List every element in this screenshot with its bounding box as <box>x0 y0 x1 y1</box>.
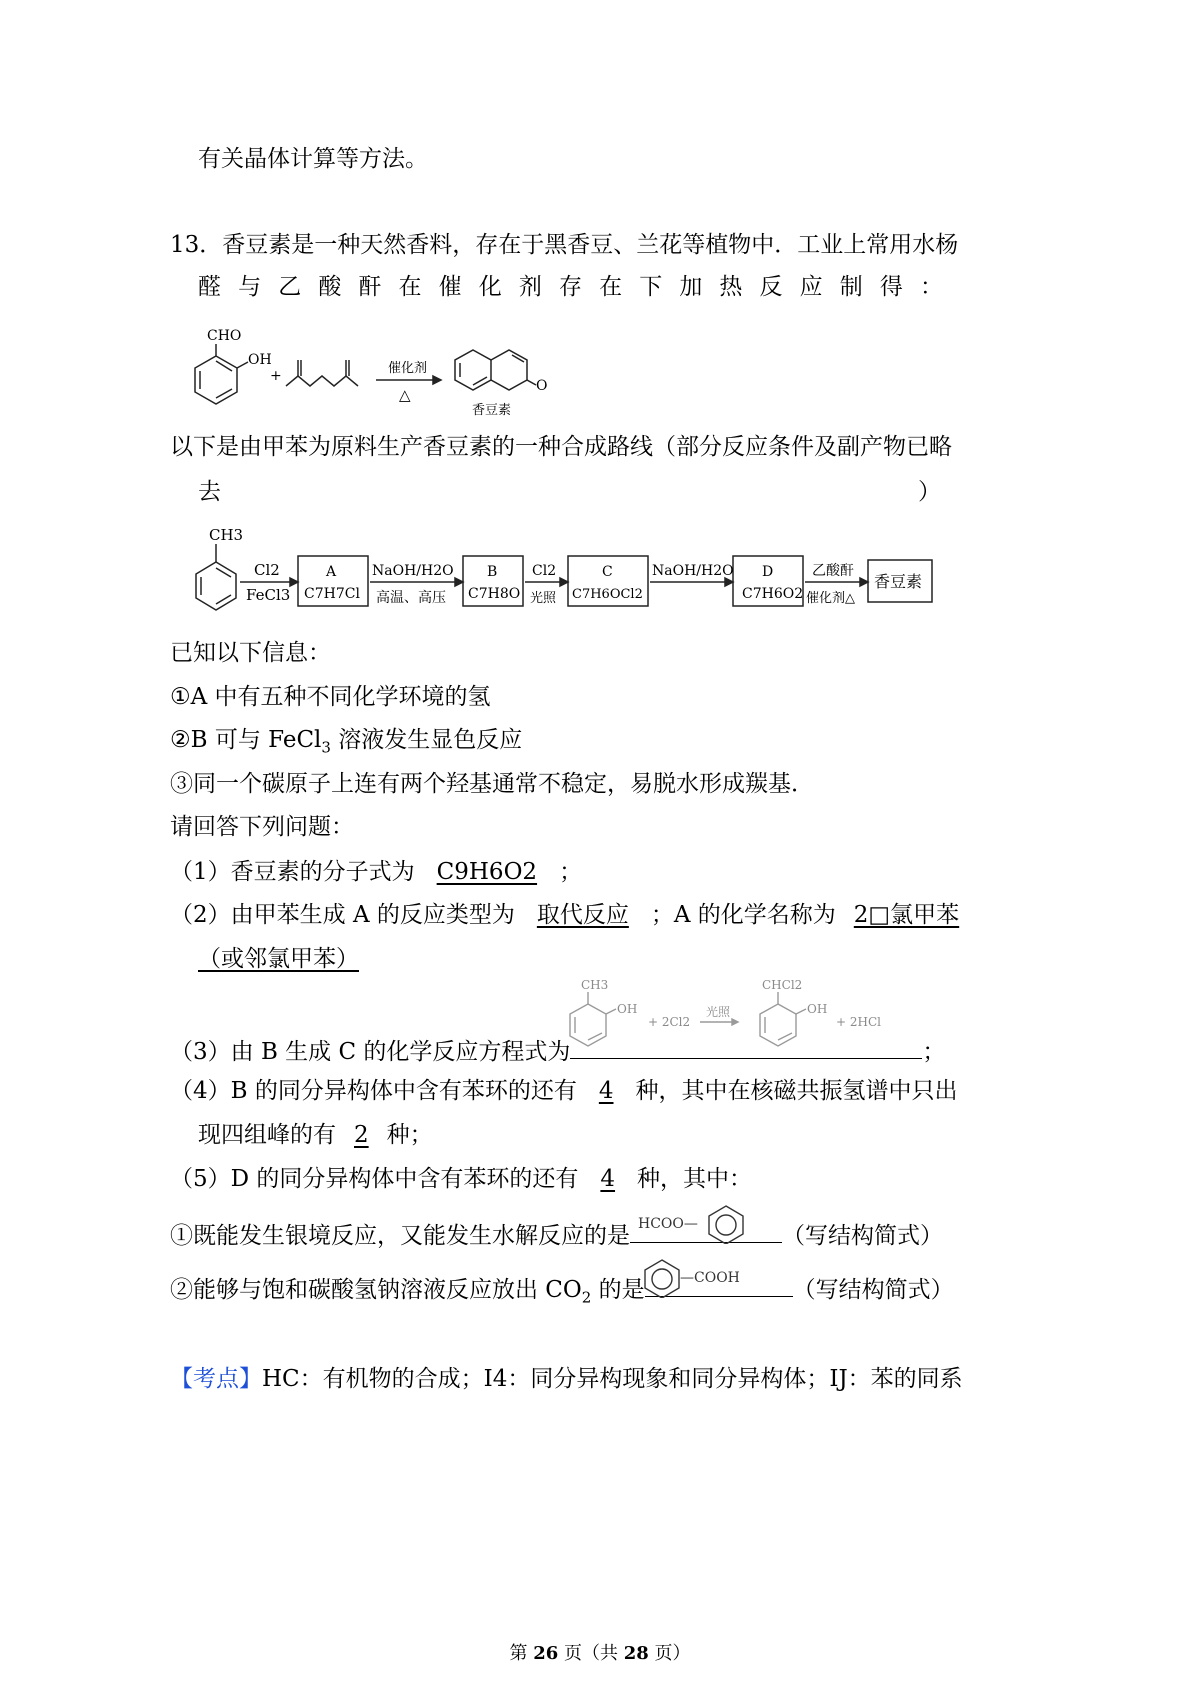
route-intro-line-2: 去 <box>198 479 221 505</box>
box-B-label: B <box>487 564 498 580</box>
sub-question-5-2: ②能够与饱和碳酸氢钠溶液反应放出 $CO_2$ 的是 （写结构简式） <box>170 1268 954 1315</box>
heat-label: △ <box>399 386 411 404</box>
info-item-2: ②B 可与 FeCl$_3$ 溶液发生显色反应 <box>170 727 523 757</box>
box-C-label: C <box>602 564 613 580</box>
question-13-line-2: 醛 与 乙 酸 酐 在 催 化 剂 存 在 下 加 热 反 应 制 得 ： <box>198 274 943 300</box>
answer-2-type: 取代反应 <box>536 902 629 928</box>
eq3-oh: OH <box>617 1002 638 1016</box>
sub-question-2-line-2 <box>198 942 381 976</box>
svg-text:—COOH: —COOH <box>680 1270 740 1286</box>
benzene-ring-left <box>195 356 237 404</box>
eq3-byproduct: + 2HCl <box>836 1015 881 1029</box>
carbonyl-o-label: O <box>536 378 548 394</box>
answer-5-count: 4 <box>600 1166 616 1192</box>
current-page: 26 <box>533 1643 559 1664</box>
answer-1: C9H6O2 <box>436 859 538 885</box>
box-C-formula: C7H6OCl2 <box>572 587 643 602</box>
box-D-formula: C7H6O2 <box>742 586 804 602</box>
answer-2-name-alt: （或邻氯甲苯） <box>198 946 359 972</box>
sub-question-4: （4）B 的同分异构体中含有苯环的还有 4 种，其中在核磁共振氢谱中只出 <box>170 1078 958 1104</box>
answer-4-count: 4 <box>598 1078 614 1104</box>
equation-3-image <box>560 978 910 1058</box>
answer-5-1-structure <box>636 1198 756 1244</box>
route-intro-line-1: 以下是由甲苯为原料生产香豆素的一种合成路线（部分反应条件及副产物已略 <box>170 434 952 460</box>
total-pages: 28 <box>623 1643 649 1664</box>
reagent-naoh-1: NaOH/H2O <box>372 563 454 579</box>
knowledge-points: 【考点】HC：有机物的合成；I4：同分异构现象和同分异构体；IJ：苯的同系 <box>170 1366 963 1392</box>
sub-question-5-1: ①既能发生银境反应，又能发生水解反应的是 （写结构简式） <box>170 1214 943 1253</box>
known-info-heading: 已知以下信息： <box>170 640 331 666</box>
eq3-reagent: + 2Cl2 <box>648 1015 691 1029</box>
reagent-acetic-anhydride: 乙酸酐 <box>812 563 854 579</box>
sub-question-1: （1）香豆素的分子式为 C9H6O2 ； <box>170 859 583 885</box>
answer-5-2-structure <box>640 1252 760 1298</box>
box-coumarin-label: 香豆素 <box>874 572 923 591</box>
answer-2-name: 2□氯甲苯 <box>853 902 960 928</box>
info-item-3: ③同一个碳原子上连有两个羟基通常不稳定，易脱水形成羰基． <box>170 771 814 797</box>
reagent-fecl3: FeCl3 <box>246 586 291 604</box>
question-13-line-1: 13．香豆素是一种天然香料，存在于黑香豆、兰花等植物中．工业上常用水杨 <box>170 232 959 258</box>
reagent-cl2-2: Cl2 <box>532 563 557 579</box>
text-line-top: 有关晶体计算等方法。 <box>198 146 428 172</box>
coumarin-label: 香豆素 <box>472 403 512 418</box>
condition-catalyst-heat: 催化剂△ <box>806 591 855 606</box>
box-B-formula: C7H8O <box>468 586 521 602</box>
questions-heading: 请回答下列问题： <box>170 814 354 840</box>
acetic-anhydride-skeleton <box>286 376 358 386</box>
knowledge-points-tag: 【考点】 <box>170 1366 262 1392</box>
condition-light: 光照 <box>530 591 557 606</box>
eq3-condition: 光照 <box>706 1005 731 1019</box>
box-D-label: D <box>762 564 774 580</box>
route-intro-close-paren: ） <box>918 479 941 505</box>
eq3-ch3: CH3 <box>581 978 609 992</box>
svg-text:HCOO—: HCOO— <box>638 1216 698 1232</box>
synthesis-route-scheme <box>190 520 950 620</box>
sub-question-5: （5）D 的同分异构体中含有苯环的还有 4 种，其中： <box>170 1166 753 1192</box>
eq3-chcl2: CHCl2 <box>762 978 803 992</box>
info-item-1: ①A 中有五种不同化学环境的氢 <box>170 684 491 710</box>
coumarin-reaction-scheme <box>190 318 550 418</box>
eq3-oh-product: OH <box>807 1002 828 1016</box>
box-A-label: A <box>326 564 337 580</box>
plus-sign: + <box>270 368 282 384</box>
oh-label: OH <box>248 352 272 368</box>
sub-question-3: （3）由 B 生成 C 的化学反应方程式为 ； <box>170 1030 945 1069</box>
sub-question-2: （2）由甲苯生成 A 的反应类型为 取代反应 ；A 的化学名称为 2□氯甲苯 <box>170 898 963 932</box>
condition-high-t-p: 高温、高压 <box>376 590 446 606</box>
reagent-cl2: Cl2 <box>254 561 280 579</box>
page-footer: 第 26 页（共 28 页） <box>509 1643 691 1664</box>
catalyst-label: 催化剂 <box>388 361 428 376</box>
ch3-label: CH3 <box>209 526 244 544</box>
answer-4-peaks: 2 <box>354 1122 369 1148</box>
cho-label: CHO <box>207 328 242 344</box>
sub-question-4-line-2: 现四组峰的有 2 种； <box>198 1122 433 1148</box>
reagent-naoh-2: NaOH/H2O <box>652 563 734 579</box>
toluene-ring <box>196 562 236 610</box>
box-A-formula: C7H7Cl <box>304 586 360 602</box>
